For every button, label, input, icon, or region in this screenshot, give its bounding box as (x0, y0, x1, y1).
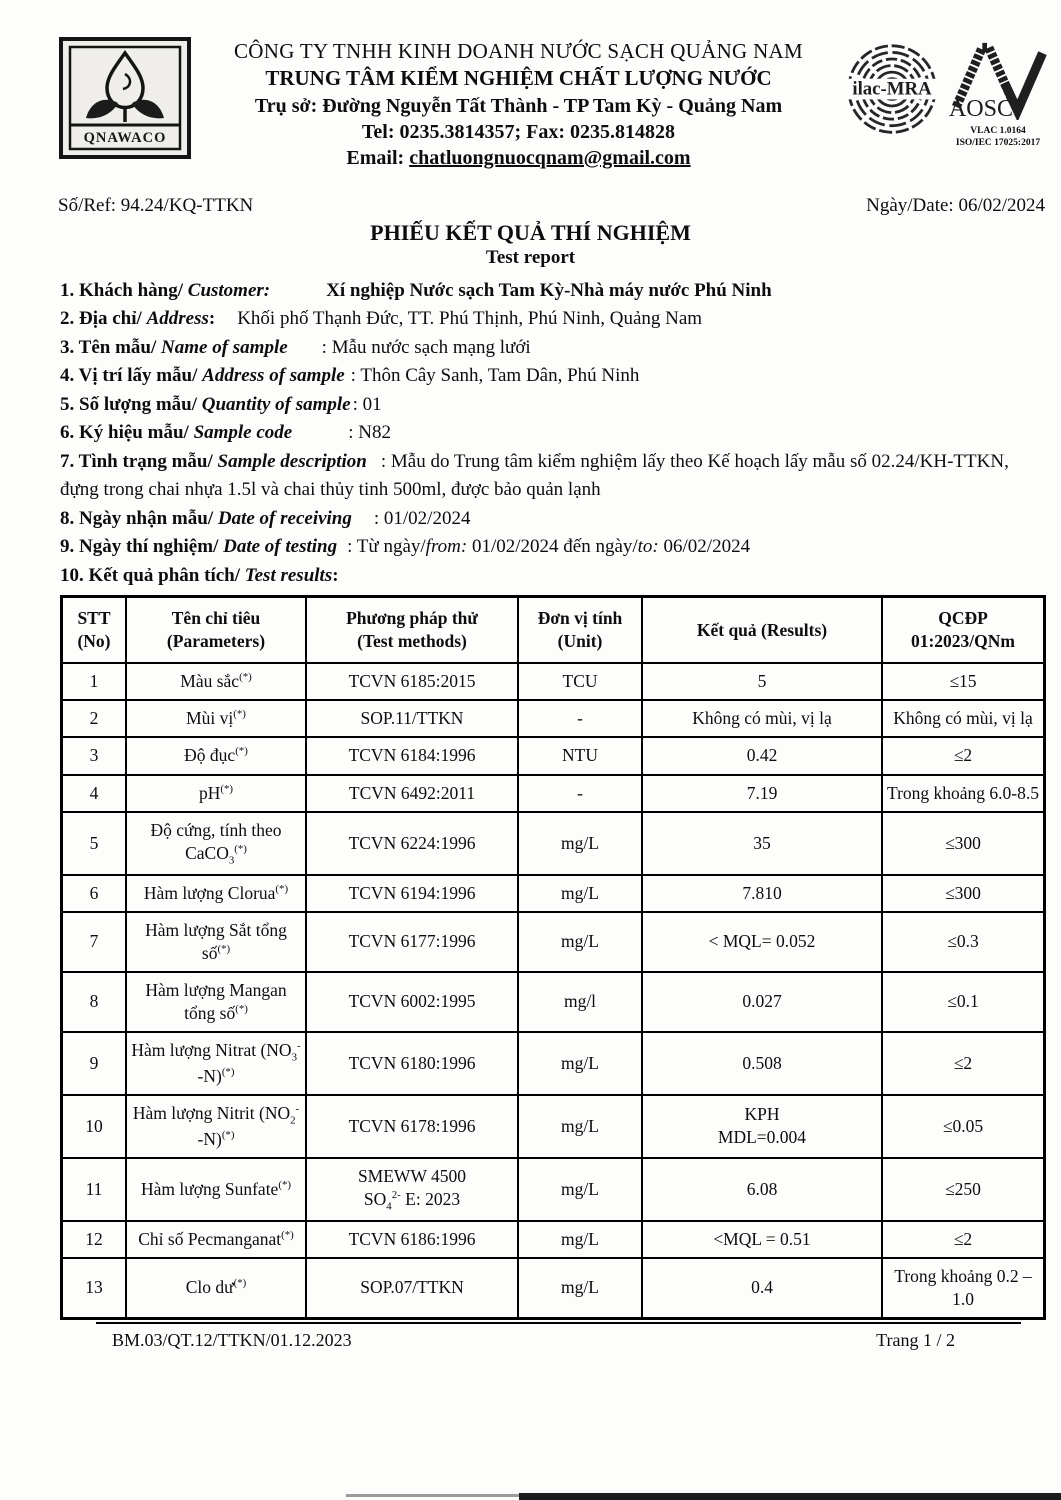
email-line (192, 145, 845, 171)
info-sample-description: 7. Tình trạng mẫu/ Sample description : Mẫu do Trung tâm kiểm nghiệm lấy theo Kế hoạch lấy mẫu số 02.24/KH-TTKN, đựng trong chai nhựa 1.5l và chai thủy tinh 500ml, được bảo quản lạnh (60, 450, 1009, 501)
limit-cell: ≤2 (882, 737, 1045, 774)
email-link[interactable]: chatluongnuocqnam@gmail.com (409, 146, 691, 169)
unit-cell: mg/l (518, 972, 642, 1032)
stt-cell: 4 (62, 775, 127, 812)
table-row (62, 812, 1045, 875)
unit-cell: mg/L (518, 1158, 642, 1221)
col-header-method: Phương pháp thử (Test methods) (306, 597, 518, 664)
result-cell: 35 (642, 812, 882, 875)
method-cell: TCVN 6492:2011 (306, 775, 518, 812)
sample-description-value: : Mẫu do Trung tâm kiểm nghiệm lấy theo Kế hoạch lấy mẫu số 02.24/KH-TTKN, đựng trong chai nhựa 1.5l và chai thủy tinh 500ml, được bảo quản lạnh (60, 450, 1009, 501)
header-text-block (192, 36, 845, 171)
result-cell: 0.508 (642, 1032, 882, 1095)
stt-cell: 1 (62, 663, 127, 700)
result-cell: 5 (642, 663, 882, 700)
meta-row (0, 171, 1061, 217)
limit-cell: Trong khoảng 6.0-8.5 (882, 775, 1045, 812)
table-row (62, 875, 1045, 912)
table-row (62, 1158, 1045, 1221)
ref-number: Số/Ref: 94.24/KQ-TTKN (58, 194, 254, 216)
method-cell: TCVN 6177:1996 (306, 912, 518, 972)
unit-cell: mg/L (518, 1095, 642, 1158)
table-row (62, 1221, 1045, 1258)
table-row (62, 700, 1045, 737)
email-label: Email: (346, 146, 405, 169)
table-row (62, 1258, 1045, 1319)
unit-cell: mg/L (518, 1258, 642, 1319)
unit-cell: - (518, 775, 642, 812)
testing-to-date: 06/02/2024 (658, 536, 751, 558)
address-value: Khối phố Thạnh Đức, TT. Phú Thịnh, Phú Ninh, Quảng Nam (237, 308, 703, 330)
result-cell: 0.027 (642, 972, 882, 1032)
method-cell: SOP.11/TTKN (306, 700, 518, 737)
parameter-cell: Hàm lượng Mangan tổng số(*) (126, 972, 306, 1032)
col-header-stt: STT (No) (62, 597, 127, 664)
unit-cell: NTU (518, 737, 642, 774)
unit-cell: mg/L (518, 1221, 642, 1258)
method-cell: TCVN 6184:1996 (306, 737, 518, 774)
col-header-result: Kết quả (Results) (642, 597, 882, 664)
unit-cell: TCU (518, 663, 642, 700)
info-address: 2. Địa chỉ/ Address: Khối phố Thạnh Đức, TT. Phú Thịnh, Phú Ninh, Quảng Nam (60, 308, 703, 330)
result-cell: 6.08 (642, 1158, 882, 1221)
limit-cell: ≤0.05 (882, 1095, 1045, 1158)
stt-cell: 11 (62, 1158, 127, 1221)
footer (0, 1324, 1061, 1351)
customer-value: Xí nghiệp Nước sạch Tam Kỳ-Nhà máy nước Phú Ninh (326, 279, 772, 301)
tel-fax-line: Tel: 0235.3814357; Fax: 0235.814828 (361, 120, 676, 143)
unit-cell: mg/L (518, 1032, 642, 1095)
method-cell: TCVN 6186:1996 (306, 1221, 518, 1258)
limit-cell: ≤2 (882, 1032, 1045, 1095)
unit-cell: mg/L (518, 812, 642, 875)
page-number: Trang 1 / 2 (876, 1330, 955, 1351)
parameter-cell: Chỉ số Pecmanganat(*) (126, 1221, 306, 1258)
parameter-cell: Màu sắc(*) (126, 663, 306, 700)
parameter-cell: Hàm lượng Nitrit $(NO_2^--N)^{(*)}$ (126, 1095, 306, 1158)
info-sample-location: 4. Vị trí lấy mẫu/ Address of sample : Thôn Cây Sanh, Tam Dân, Phú Ninh (60, 365, 640, 387)
col-header-unit: Đơn vị tính (Unit) (518, 597, 642, 664)
date-receiving-value: : 01/02/2024 (373, 507, 471, 529)
sample-quantity-value: : 01 (352, 393, 382, 415)
result-cell: 0.42 (642, 737, 882, 774)
table-row (62, 1032, 1045, 1095)
stt-cell: 6 (62, 875, 127, 912)
scan-artifact-smudge (346, 1494, 521, 1497)
col-header-limit: QCĐP 01:2023/QNm (882, 597, 1045, 664)
qnawaco-logo (58, 36, 192, 160)
svg-text:QNAWACO: QNAWACO (83, 130, 167, 146)
table-row (62, 972, 1045, 1032)
info-sample-quantity: 5. Số lượng mẫu/ Quantity of sample : 01 (60, 393, 382, 415)
office-address: Trụ sở: Đường Nguyễn Tất Thành - TP Tam Kỳ - Quảng Nam (254, 94, 783, 117)
limit-cell: ≤250 (882, 1158, 1045, 1221)
stt-cell: 13 (62, 1258, 127, 1319)
parameter-cell: Độ cứng, tính theo CaCO$_3$(*) (126, 812, 306, 875)
page-title: PHIẾU KẾT QUẢ THÍ NGHIỆM (370, 219, 691, 245)
table-row (62, 663, 1045, 700)
result-cell: 0.4 (642, 1258, 882, 1319)
method-cell: SMEWW 4500 $SO_4^{2-}$ E: 2023 (306, 1158, 518, 1221)
method-cell: TCVN 6185:2015 (306, 663, 518, 700)
stt-cell: 2 (62, 700, 127, 737)
stt-cell: 5 (62, 812, 127, 875)
accreditation-logos (845, 36, 1051, 150)
method-cell: TCVN 6002:1995 (306, 972, 518, 1032)
form-code: BM.03/QT.12/TTKN/01.12.2023 (112, 1330, 352, 1351)
limit-cell: ≤15 (882, 663, 1045, 700)
results-table-head (62, 597, 1045, 664)
result-cell: Không có mùi, vị lạ (642, 700, 882, 737)
info-test-results-heading: 10. Kết quả phân tích/ Test results: (60, 564, 339, 586)
sample-name-value: : Mẫu nước sạch mạng lưới (321, 336, 531, 358)
company-name: CÔNG TY TNHH KINH DOANH NƯỚC SẠCH QUẢNG NAM (234, 39, 803, 63)
result-cell: < MQL= 0.052 (642, 912, 882, 972)
method-cell: TCVN 6180:1996 (306, 1032, 518, 1095)
scan-artifact-bar (519, 1493, 1061, 1500)
stt-cell: 9 (62, 1032, 127, 1095)
stt-cell: 10 (62, 1095, 127, 1158)
cert-vlac-number: VLAC 1.0164 (970, 126, 1026, 136)
report-date: Ngày/Date: 06/02/2024 (866, 194, 1045, 216)
sample-location-value: : Thôn Cây Sanh, Tam Dân, Phú Ninh (350, 365, 640, 387)
table-row (62, 1095, 1045, 1158)
unit-cell: mg/L (518, 875, 642, 912)
unit-cell: mg/L (518, 912, 642, 972)
parameter-cell: Hàm lượng Sunfate(*) (126, 1158, 306, 1221)
info-date-testing: 9. Ngày thí nghiệm/ Date of testing : Từ ngày/from: 01/02/2024 đến ngày/to: 06/02/2024 (60, 536, 751, 558)
result-cell: 7.810 (642, 875, 882, 912)
page-subtitle: Test report (485, 246, 576, 268)
sample-code-value: : N82 (348, 422, 391, 444)
parameter-cell: Mùi vị(*) (126, 700, 306, 737)
method-cell: TCVN 6178:1996 (306, 1095, 518, 1158)
limit-cell: Trong khoảng 0.2 – 1.0 (882, 1258, 1045, 1319)
table-row (62, 775, 1045, 812)
limit-cell: ≤2 (882, 1221, 1045, 1258)
limit-cell: ≤0.3 (882, 912, 1045, 972)
ilac-mra-label: ilac-MRA (852, 78, 932, 100)
col-header-parameter: Tên chỉ tiêu (Parameters) (126, 597, 306, 664)
result-cell: 7.19 (642, 775, 882, 812)
aosc-logo (945, 40, 1051, 150)
limit-cell: ≤0.1 (882, 972, 1045, 1032)
center-name: TRUNG TÂM KIỂM NGHIỆM CHẤT LƯỢNG NƯỚC (265, 66, 772, 91)
header-row (62, 597, 1045, 664)
result-cell: <MQL = 0.51 (642, 1221, 882, 1258)
result-cell: KPH MDL=0.004 (642, 1095, 882, 1158)
info-customer: 1. Khách hàng/ Customer: Xí nghiệp Nước sạch Tam Kỳ-Nhà máy nước Phú Ninh (60, 279, 772, 301)
method-cell: TCVN 6224:1996 (306, 812, 518, 875)
parameter-cell: Clo dư(*) (126, 1258, 306, 1319)
limit-cell: ≤300 (882, 875, 1045, 912)
limit-cell: Không có mùi, vị lạ (882, 700, 1045, 737)
stt-cell: 8 (62, 972, 127, 1032)
info-date-receiving: 8. Ngày nhận mẫu/ Date of receiving : 01/02/2024 (60, 507, 471, 529)
stt-cell: 7 (62, 912, 127, 972)
parameter-cell: Độ đục(*) (126, 737, 306, 774)
table-row (62, 912, 1045, 972)
aosc-label: AOSC (948, 96, 1014, 120)
parameter-cell: pH(*) (126, 775, 306, 812)
info-sample-name: 3. Tên mẫu/ Name of sample : Mẫu nước sạch mạng lưới (60, 336, 531, 358)
sample-info-list (0, 269, 1061, 591)
parameter-cell: Hàm lượng Sắt tổng số(*) (126, 912, 306, 972)
results-table-body (62, 663, 1045, 1318)
parameter-cell: Hàm lượng Clorua(*) (126, 875, 306, 912)
method-cell: TCVN 6194:1996 (306, 875, 518, 912)
cert-iso-number: ISO/IEC 17025:2017 (955, 138, 1041, 149)
unit-cell: - (518, 700, 642, 737)
stt-cell: 3 (62, 737, 127, 774)
table-row (62, 737, 1045, 774)
stt-cell: 12 (62, 1221, 127, 1258)
limit-cell: ≤300 (882, 812, 1045, 875)
ilac-mra-logo (845, 40, 939, 145)
parameter-cell: Hàm lượng Nitrat $(NO_3^--N)^{(*)}$ (126, 1032, 306, 1095)
info-sample-code: 6. Ký hiệu mẫu/ Sample code : N82 (60, 422, 391, 444)
testing-from-date: 01/02/2024 đến ngày/ (467, 536, 638, 558)
header (0, 0, 1061, 171)
results-table (60, 595, 1046, 1320)
method-cell: SOP.07/TTKN (306, 1258, 518, 1319)
